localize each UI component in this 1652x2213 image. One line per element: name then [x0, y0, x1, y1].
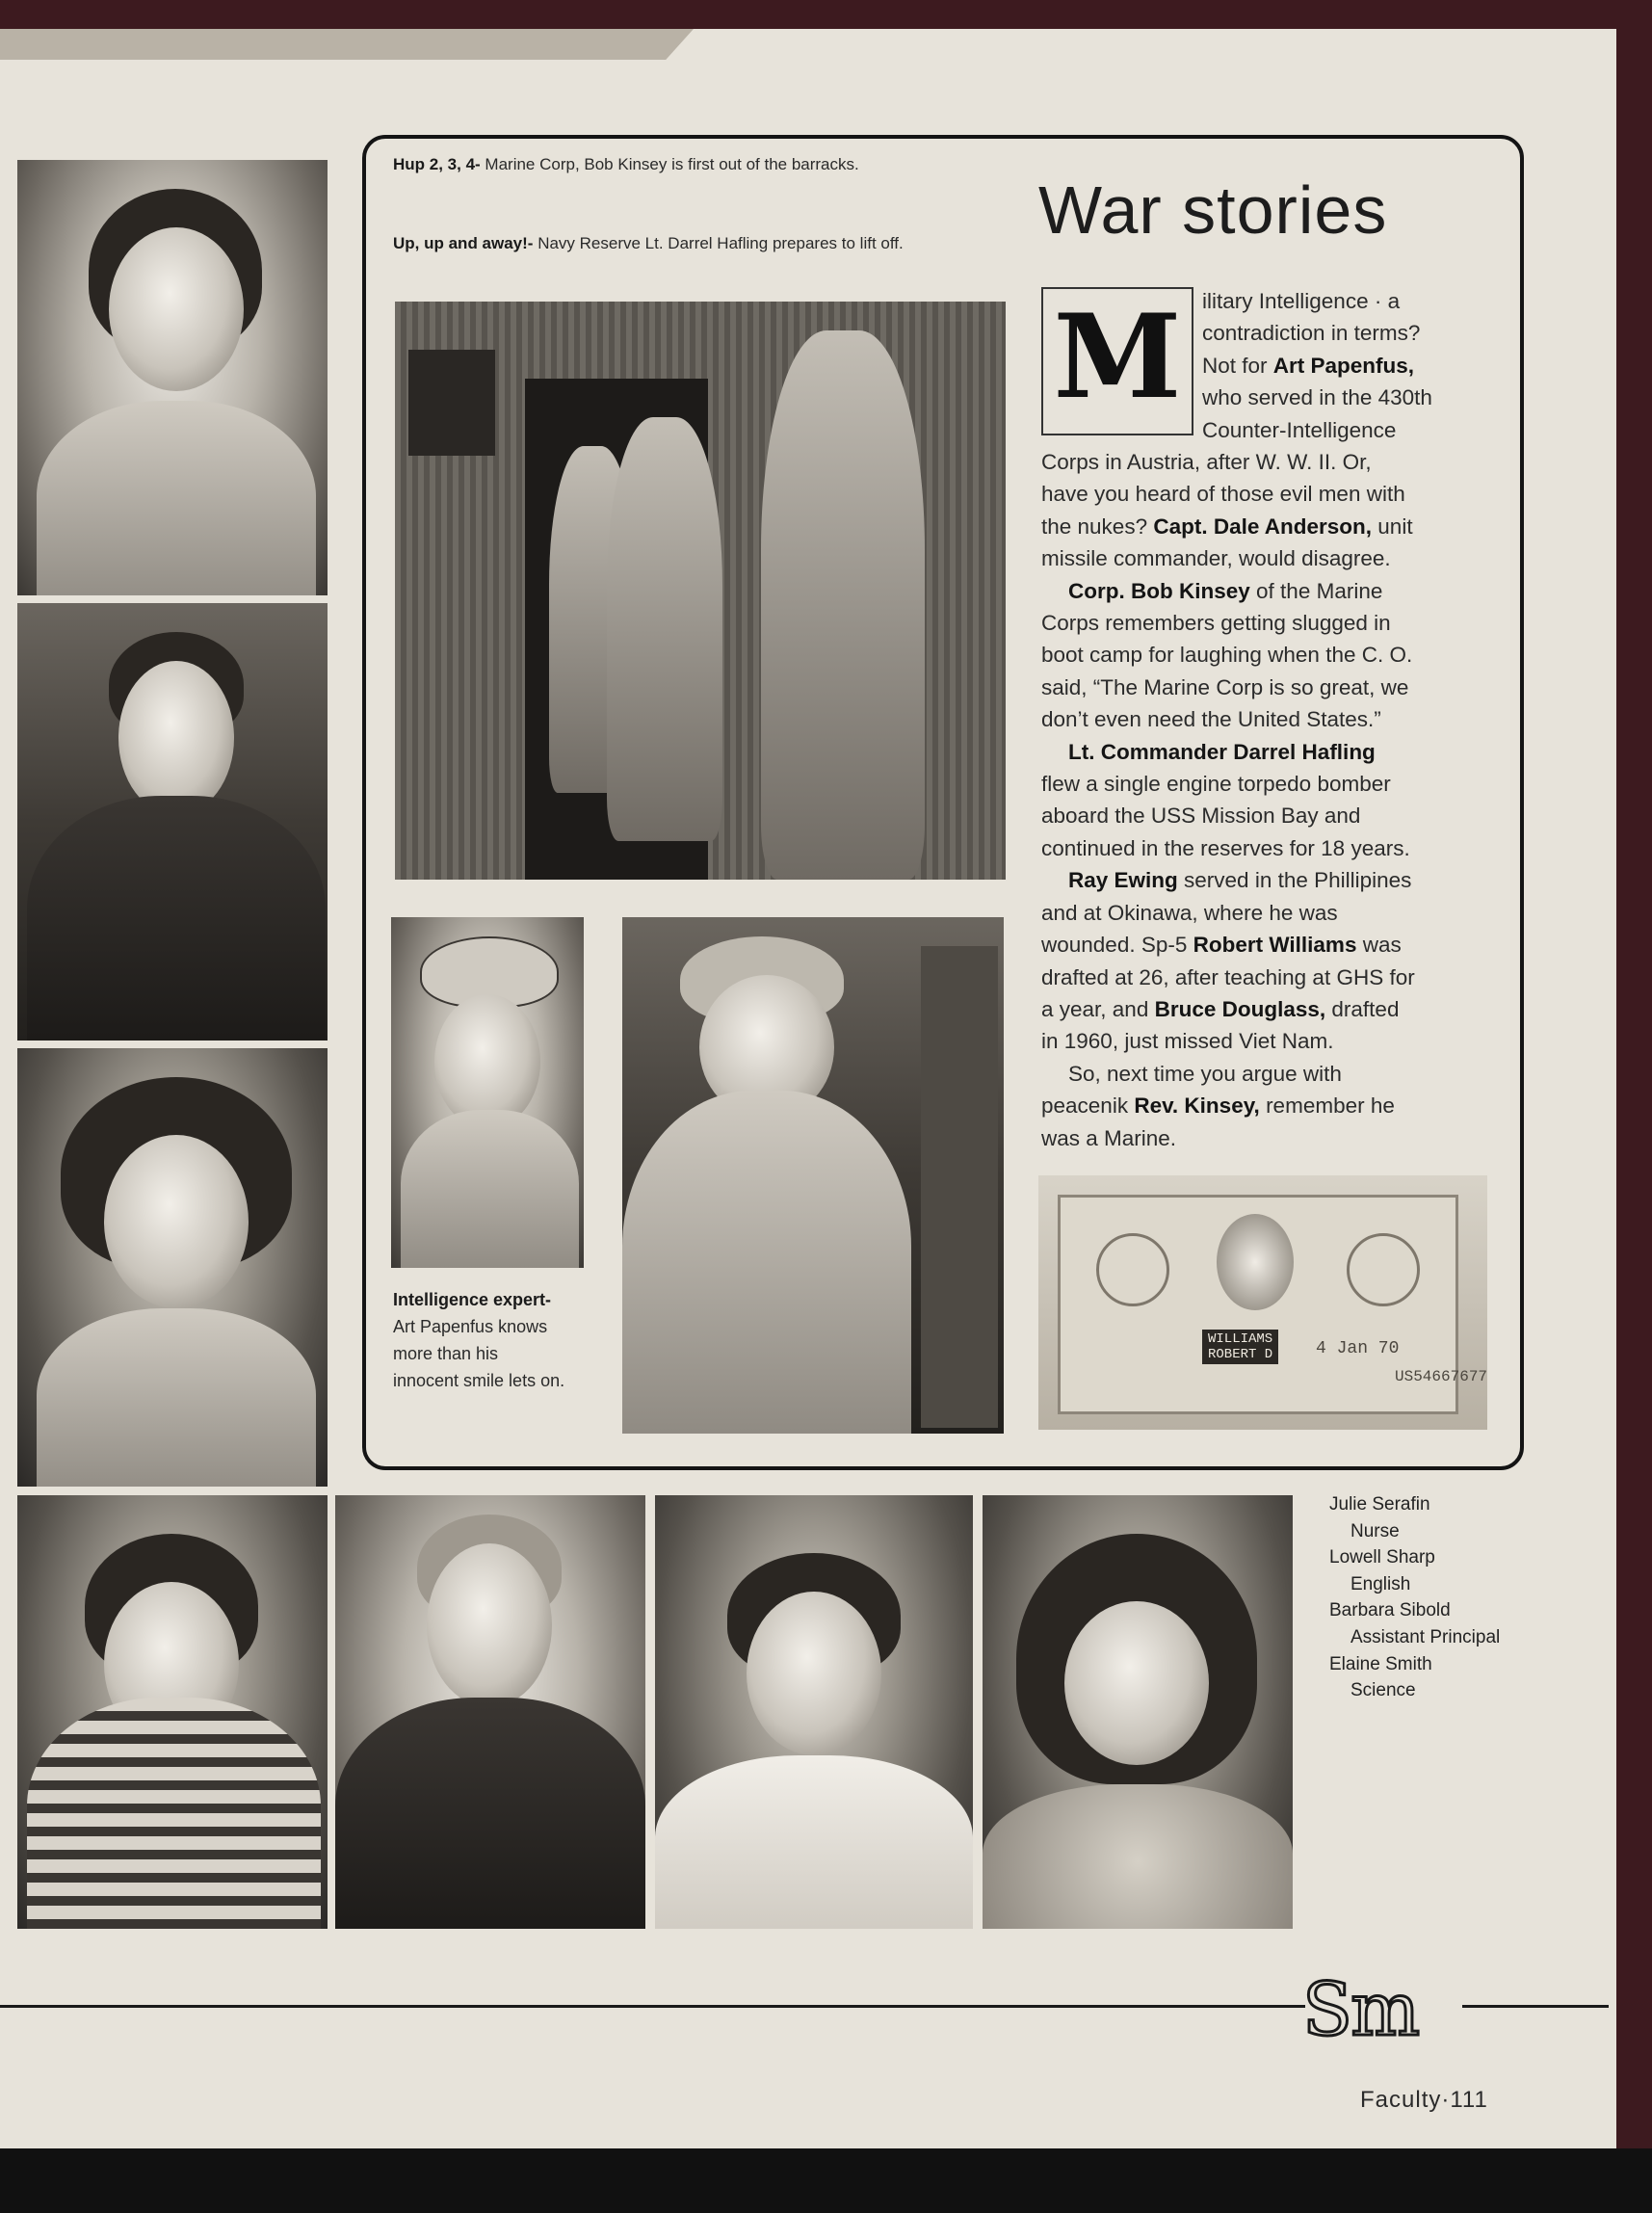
portrait-photo-3	[17, 1048, 328, 1487]
caption-papenfus: Intelligence expert- Art Papenfus knows more than his innocent smile lets on.	[393, 1290, 565, 1390]
id-date: 4 Jan 70	[1316, 1339, 1400, 1358]
dropcap-box	[1041, 287, 1193, 435]
story-paragraph-1a: ilitary Intelligence · a contradiction in terms? Not for Art Papenfus, who served in the 430th Counter-Intelligence	[1202, 289, 1432, 442]
story-headline: War stories	[1038, 172, 1388, 248]
portrait-photo-sibold	[655, 1495, 973, 1929]
page-corner	[0, 29, 694, 60]
portrait-photo-serafin	[17, 1495, 328, 1929]
footer-rule-left	[0, 2005, 1305, 2008]
papenfus-portrait-photo	[391, 917, 584, 1268]
portrait-photo-1	[17, 160, 328, 595]
faculty-name: Barbara Sibold	[1329, 1600, 1451, 1621]
page-folio: Faculty·111	[1360, 2087, 1488, 2113]
caption-kinsey: Hup 2, 3, 4- Marine Corp, Bob Kinsey is first out of the barracks.	[393, 155, 859, 173]
portrait-photo-2	[17, 603, 328, 1041]
id-serial: US54667677	[1395, 1368, 1487, 1385]
scan-bottom-edge	[0, 2148, 1652, 2213]
faculty-role: Nurse	[1350, 1520, 1400, 1541]
dropcap-letter: M	[1053, 289, 1182, 425]
section-logo: Sm	[1302, 1966, 1419, 2052]
faculty-role: Science	[1350, 1680, 1416, 1701]
caption-hafling: Up, up and away!- Navy Reserve Lt. Darrel Hafling prepares to lift off.	[393, 234, 904, 252]
faculty-name-list	[1329, 1491, 1500, 1704]
faculty-name: Elaine Smith	[1329, 1653, 1432, 1674]
faculty-name: Lowell Sharp	[1329, 1547, 1435, 1568]
footer-rule-right	[1462, 2005, 1609, 2008]
pilot-cockpit-photo	[622, 917, 1004, 1434]
story-paragraph-1b: Corps in Austria, after W. W. II. Or, have you heard of those evil men with the nukes? Capt. Dale Anderson, unit missile commander, would disagree. Corp. Bob Kinsey of the Marine Corps remembers getting slugged in boot camp for laughing when the C. O. said, “The Marine Corp is so great, we don’t even need the United States.” Lt. Commander Darrel Hafling flew a single engine torpedo bomber aboard the USS Mission Bay and continued in the reserves for 18 years. Ray Ewing served in the Phillipines and at Okinawa, where he was wounded. Sp-5 Robert Williams was drafted at 26, after teaching at GHS for a year, and Bruce Douglass, drafted in 1960, just missed Viet Nam. So, next time you argue with peacenik Rev. Kinsey, remember he was a Marine.	[1041, 450, 1415, 1150]
id-name-plate: WILLIAMS ROBERT D	[1202, 1330, 1278, 1364]
faculty-role: English	[1350, 1573, 1411, 1594]
marines-barracks-photo	[395, 302, 1006, 880]
portrait-photo-sharp	[335, 1495, 645, 1929]
williams-id-card-photo	[1038, 1175, 1487, 1430]
faculty-name: Julie Serafin	[1329, 1494, 1430, 1515]
portrait-photo-smith	[983, 1495, 1293, 1929]
faculty-role: Assistant Principal	[1350, 1626, 1501, 1647]
